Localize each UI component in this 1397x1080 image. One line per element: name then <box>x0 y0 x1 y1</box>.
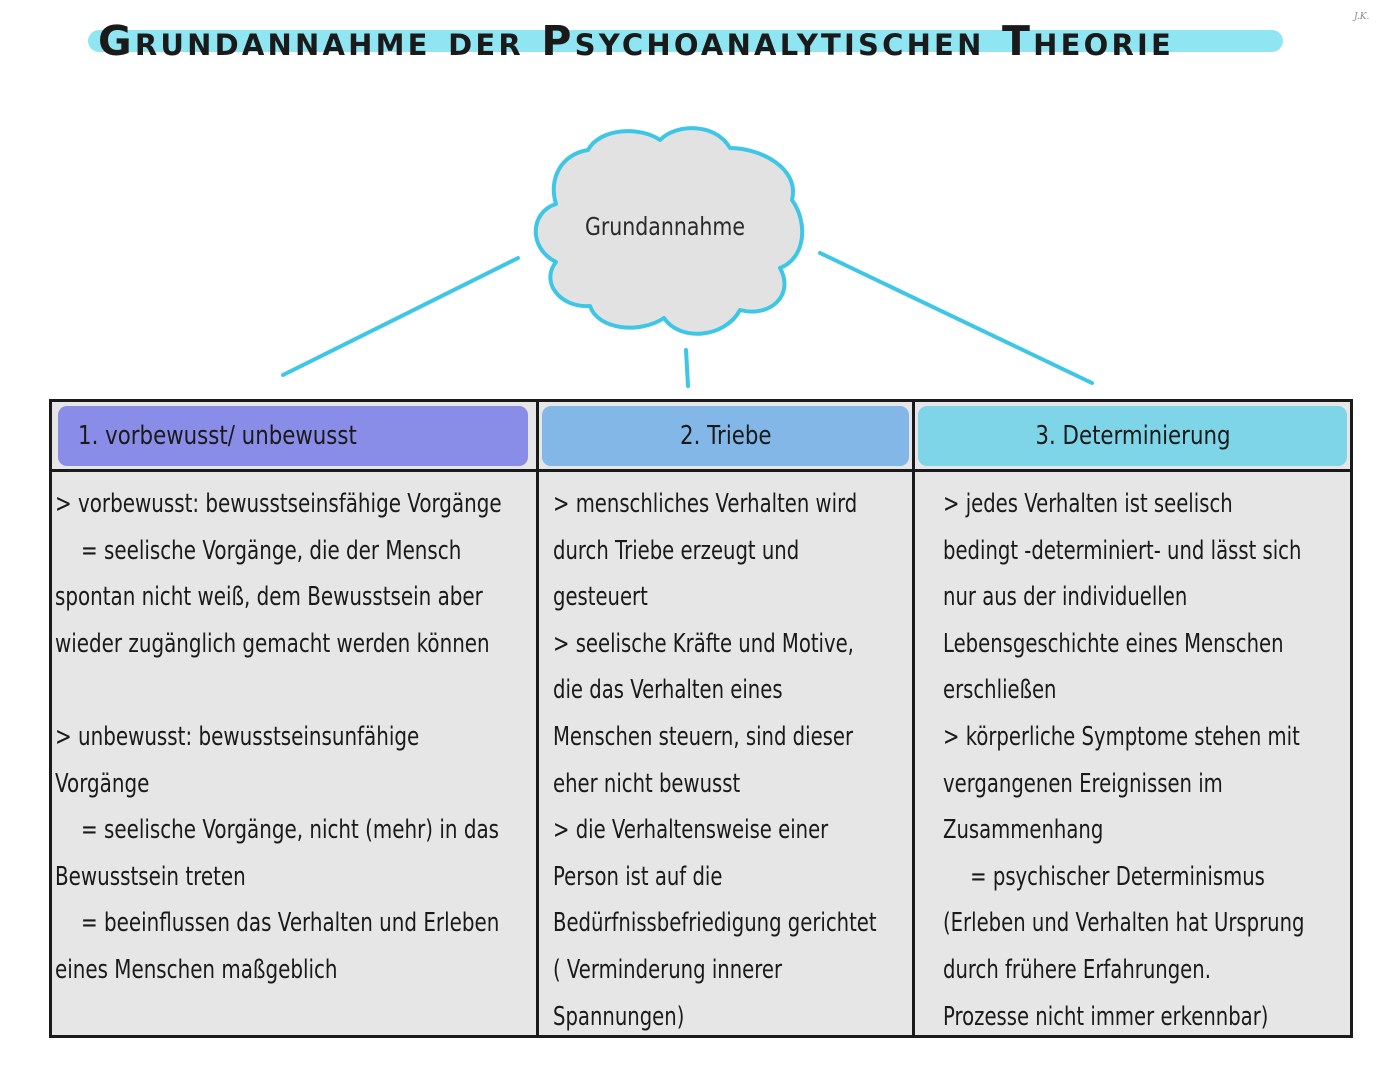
text-line: > die Verhaltensweise einer <box>553 815 829 846</box>
text-line: Vorgänge <box>55 768 150 799</box>
text-line: spontan nicht weiß, dem Bewusstsein aber <box>55 582 483 613</box>
text-line: = seelische Vorgänge, nicht (mehr) in das <box>81 815 500 846</box>
text-line: > unbewusst: bewusstseinsunfähige <box>55 721 420 752</box>
connector-middle <box>686 350 688 386</box>
column-vorbewusst-unbewusst <box>52 402 539 1035</box>
central-concept-label: Grundannahme <box>584 212 746 241</box>
column-header-1: 1. vorbewusst/ unbewusst <box>58 406 528 466</box>
text-line: wieder zugänglich gemacht werden können <box>55 628 490 659</box>
author-initials: J.K. <box>1354 12 1370 22</box>
column-triebe <box>539 402 915 1035</box>
text-line: Person ist auf die <box>553 861 723 892</box>
text-line: vergangenen Ereignissen im <box>943 768 1223 799</box>
text-line: Bewusstsein treten <box>55 861 246 892</box>
text-line: > körperliche Symptome stehen mit <box>943 721 1300 752</box>
text-line: = beeinflussen das Verhalten und Erleben <box>81 908 500 939</box>
text-line: Zusammenhang <box>943 815 1104 846</box>
text-line: = seelische Vorgänge, die der Mensch <box>81 535 462 566</box>
text-line: > jedes Verhalten ist seelisch <box>943 489 1233 519</box>
text-line: durch Triebe erzeugt und <box>553 535 800 566</box>
text-line: = psychischer Determinismus <box>970 861 1265 892</box>
text-line: > seelische Kräfte und Motive, <box>553 628 854 659</box>
column-header-2: 2. Triebe <box>542 406 909 466</box>
text-line: Lebensgeschichte eines Menschen <box>943 628 1284 659</box>
text-line: erschließen <box>943 675 1057 706</box>
text-line: ( Verminderung innerer <box>553 954 783 985</box>
concept-table <box>49 399 1353 1038</box>
connector-left <box>283 258 518 375</box>
text-line: Prozesse nicht immer erkennbar) <box>943 1001 1269 1032</box>
text-line: nur aus der individuellen <box>943 582 1188 613</box>
connector-right <box>820 253 1092 383</box>
concept-diagram <box>0 0 1397 400</box>
text-line: bedingt -determiniert- und lässt sich <box>943 535 1302 566</box>
text-line: Bedürfnissbefriedigung gerichtet <box>553 908 877 939</box>
text-line: > vorbewusst: bewusstseinsfähige Vorgänge <box>55 489 502 519</box>
page-title: Grundannahme der Psychoanalytischen Theorie <box>98 17 1175 65</box>
text-line: eher nicht bewusst <box>553 768 741 799</box>
text-line: > menschliches Verhalten wird <box>553 489 858 519</box>
column-3-text <box>943 481 1397 1040</box>
text-line: (Erleben und Verhalten hat Ursprung <box>943 908 1305 939</box>
blank-line <box>55 667 502 714</box>
text-line: gesteuert <box>553 582 648 613</box>
text-line: die das Verhalten eines <box>553 675 783 706</box>
column-header-3: 3. Determinierung <box>918 406 1347 466</box>
column-determinierung <box>915 402 1350 1035</box>
text-line: Menschen steuern, sind dieser <box>553 721 854 752</box>
text-line: Spannungen) <box>553 1001 685 1032</box>
text-line: durch frühere Erfahrungen. <box>943 954 1211 985</box>
text-line: eines Menschen maßgeblich <box>55 954 338 985</box>
